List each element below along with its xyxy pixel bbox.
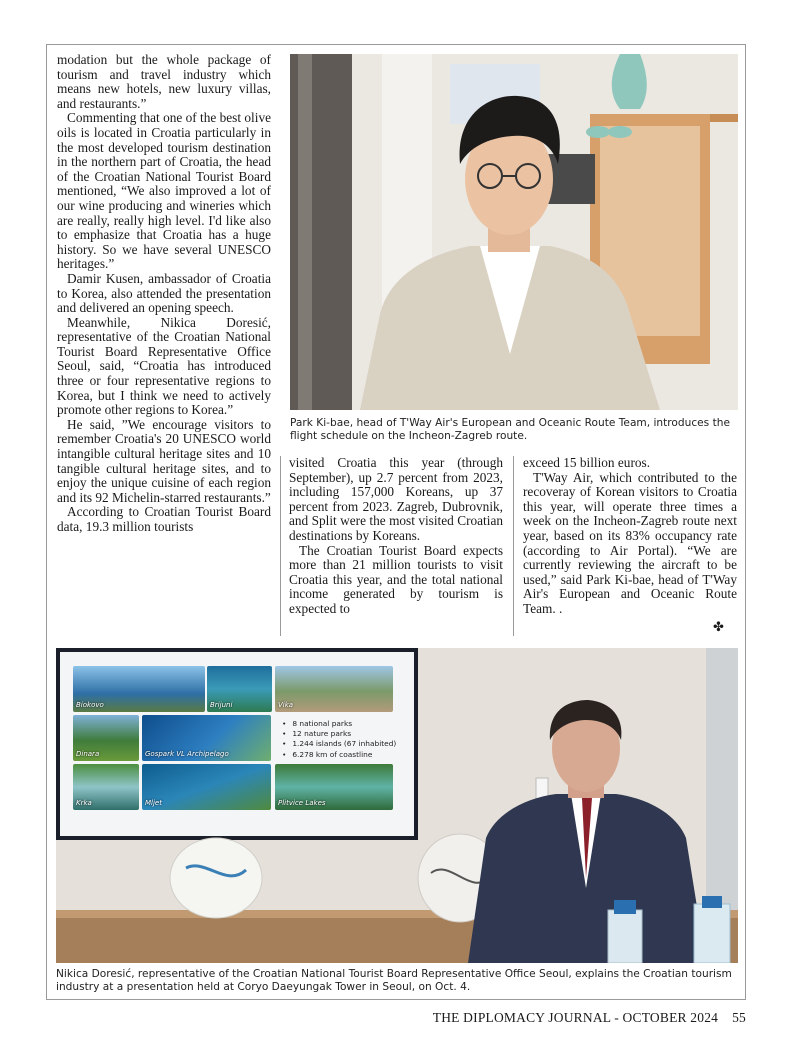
column-divider — [513, 456, 514, 636]
paragraph: The Croatian Tourist Board expects more than 21 million tourists to visit Croatia this year, and the total national income generated by tourism is expected to — [289, 542, 503, 616]
caption-bottom: Nikica Doresić, representative of the Croatian National Tourist Board Representative Office Seoul, explains the Croatian tourism industry at a presentation held at Coryo Daeyungak Tower in Seoul, on Oct. 4. — [56, 968, 732, 993]
slide-photo-brijuni — [207, 666, 272, 712]
slide-label: Biokovo — [76, 701, 104, 709]
slide-photo-biokovo — [73, 666, 205, 712]
slide-bullet: • 1.244 islands (67 inhabited) — [282, 739, 396, 749]
photo-park-ki-bae — [290, 54, 738, 410]
paragraph: Damir Kusen, ambassador of Croatia to Korea, also attended the presentation and delivered an opening speech. — [57, 270, 271, 316]
slide-bullet: • 12 nature parks — [282, 729, 396, 739]
slide-label: Mljet — [145, 799, 162, 807]
slide-bullet: • 6.278 km of coastline — [282, 750, 396, 760]
slide-photo-vika — [275, 666, 393, 712]
paragraph: modation but the whole package of tourism and travel industry which means new hotels, new luxury villas, and restaurants.” — [57, 52, 271, 111]
article-column-3 — [523, 456, 737, 617]
slide-photo-mljet — [142, 764, 271, 810]
article-column-2 — [289, 456, 503, 617]
slide-photo-dinara — [73, 715, 139, 761]
paragraph: He said, ”We encourage visitors to remember Croatia's 20 UNESCO world intangible cultural heritage sites and 10 tangible cultural heritage sites, and to enjoy the unique cuisine of each region and its 92 Michelin-starred restaurants.” — [57, 416, 271, 505]
column-divider — [280, 456, 281, 636]
photo-nikica-doresic — [56, 648, 738, 963]
photo-park-ki-bae-illustration — [290, 54, 738, 410]
slide-label: Gospark VL Archipelago — [145, 750, 229, 758]
paragraph: visited Croatia this year (through September), up 2.7 percent from 2023, including 157,000 Koreans, up 37 percent from 2023. Zagreb, Dubrovnik, and Split were the most visited Croatian destinations by Koreans. — [289, 455, 503, 543]
paragraph: T'Way Air, which contributed to the recoveray of Korean visitors to Croatia this year, will operate three times a week on the Incheon-Zagreb route next year, based on its 83% occupancy rate (according to Air Portal). “We are currently reviewing the aircraft to be used,” said Park Ki-bae, head of T'Way Air's European and Oceanic Route Team. . — [523, 469, 737, 616]
page-footer — [419, 1010, 746, 1026]
slide-photo-krka — [73, 764, 139, 810]
slide-label: Vika — [278, 701, 294, 709]
slide-label: Dinara — [76, 750, 100, 758]
slide-label: Plitvice Lakes — [278, 799, 326, 807]
slide-label: Brijuni — [210, 701, 233, 709]
slide-photo-plitvice — [275, 764, 393, 810]
page-number: 55 — [732, 1010, 746, 1025]
end-mark-icon: ✤ — [713, 619, 724, 634]
slide-photo-archipelago — [142, 715, 271, 761]
caption-top: Park Ki-bae, head of T'Way Air's European and Oceanic Route Team, introduces the flight schedule on the Incheon-Zagreb route. — [290, 417, 730, 442]
paragraph: exceed 15 billion euros. — [523, 455, 651, 470]
paragraph: Commenting that one of the best olive oils is located in Croatia particularly in the most developed tourism destination in the northern part of Croatia, the head of the Croatian National Tourist Board mentioned, “We also improved a lot of our wine producing and wineries which are really, really high level. I'd like also to emphasize that Croatia has a huge history. So we have several UNESCO heritages.” — [57, 110, 271, 272]
article-column-1 — [57, 53, 271, 535]
paragraph: According to Croatian Tourist Board data, 19.3 million tourists — [57, 504, 271, 534]
slide-label: Krka — [76, 799, 92, 807]
paragraph: Meanwhile, Nikica Doresić, representative of the Croatian National Tourist Board Representative Office Seoul, said, “Croatia has introduced three or four representative regions to Korea, but I think we need to actively promote other regions to Korea.” — [57, 314, 271, 418]
publication-name: THE DIPLOMACY JOURNAL - OCTOBER 2024 — [432, 1010, 719, 1025]
slide-bullet-list — [282, 719, 396, 760]
slide-bullet: • 8 national parks — [282, 719, 396, 729]
